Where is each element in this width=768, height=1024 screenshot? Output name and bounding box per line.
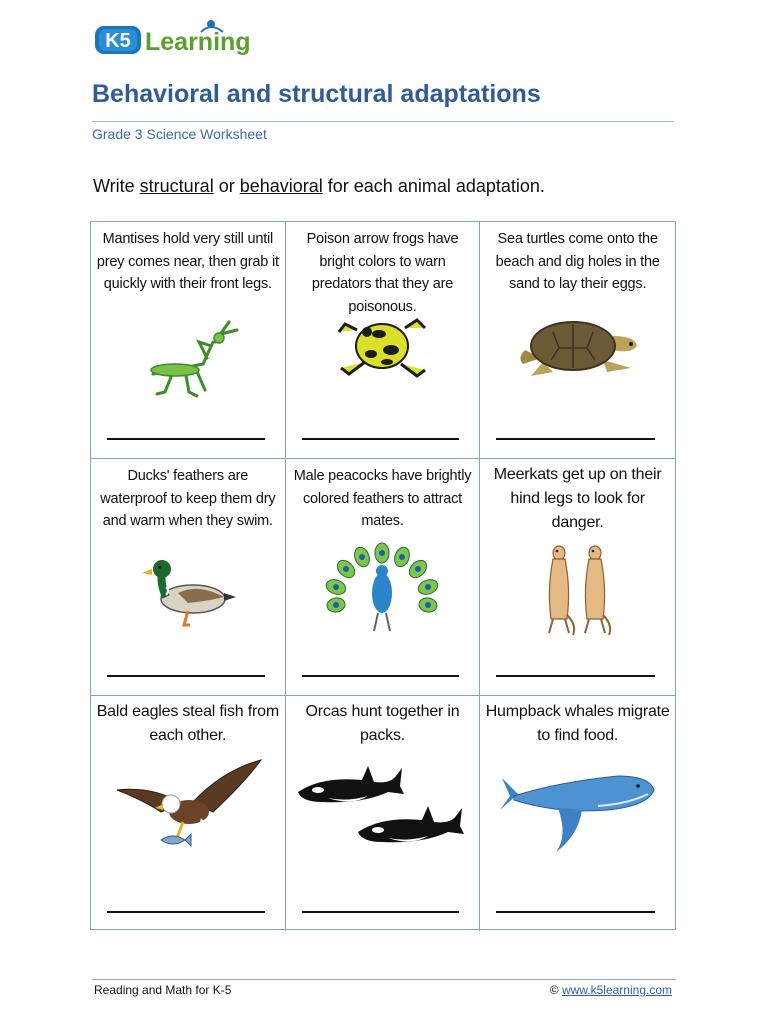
cell-frog: [286, 222, 481, 459]
footer-divider: [92, 979, 676, 980]
meerkat-icon: [480, 549, 675, 659]
peacock-icon: [286, 549, 480, 659]
keyword-structural: structural: [139, 176, 214, 196]
mantis-icon: [91, 312, 285, 422]
answer-line[interactable]: [302, 911, 460, 913]
cell-text: Meerkats get up on their hind legs to look for danger.: [493, 466, 662, 531]
website-link[interactable]: www.k5learning.com: [561, 983, 672, 997]
cell-whale: [480, 696, 675, 931]
turtle-icon: [480, 312, 675, 422]
frog-icon: [286, 312, 480, 422]
svg-text:Learning: Learning: [145, 28, 251, 56]
cell-mantis: [91, 222, 286, 459]
title-divider: [92, 121, 674, 122]
cell-text: Mantises hold very still until prey comes near, then grab it quickly with their front legs.: [96, 231, 279, 292]
cell-turtle: [480, 222, 675, 459]
answer-line[interactable]: [496, 911, 655, 913]
footer-website: © www.k5learning.com: [549, 983, 672, 997]
keyword-behavioral: behavioral: [239, 176, 323, 196]
whale-icon: [480, 786, 675, 896]
answer-line[interactable]: [107, 911, 265, 913]
page-title: Behavioral and structural adaptations: [92, 80, 541, 108]
worksheet-subtitle: Grade 3 Science Worksheet: [92, 126, 267, 142]
cell-orca: [286, 696, 481, 931]
footer-tagline: Reading and Math for K-5: [94, 983, 232, 997]
cell-duck: [91, 459, 286, 696]
cell-meerkat: [480, 459, 675, 696]
cell-text: Ducks' feathers are waterproof to keep them dry and warm when they swim.: [100, 468, 276, 529]
orca-icon: [286, 786, 480, 896]
answer-line[interactable]: [302, 438, 460, 440]
k5-learning-logo: [93, 18, 263, 58]
answer-line[interactable]: [496, 675, 655, 677]
cell-peacock: [286, 459, 481, 696]
eagle-icon: [91, 786, 285, 896]
cell-text: Humpback whales migrate to find food.: [485, 703, 670, 744]
answer-line[interactable]: [107, 438, 265, 440]
svg-text:K5: K5: [105, 30, 131, 52]
cell-eagle: [91, 696, 286, 931]
answer-line[interactable]: [302, 675, 460, 677]
cell-text: Orcas hunt together in packs.: [305, 703, 460, 744]
cell-text: Male peacocks have brightly colored feathers to attract mates.: [293, 468, 472, 529]
instructions: Write structural or behavioral for each animal adaptation.: [93, 176, 545, 196]
cell-text: Bald eagles steal fish from each other.: [96, 703, 279, 744]
cell-text: Sea turtles come onto the beach and dig holes in the sand to lay their eggs.: [495, 231, 660, 292]
duck-icon: [91, 549, 285, 659]
answer-line[interactable]: [496, 438, 655, 440]
answer-line[interactable]: [107, 675, 265, 677]
cell-text: Poison arrow frogs have bright colors to warn predators that they are poisonous.: [306, 231, 459, 315]
adaptation-grid: [90, 221, 676, 930]
